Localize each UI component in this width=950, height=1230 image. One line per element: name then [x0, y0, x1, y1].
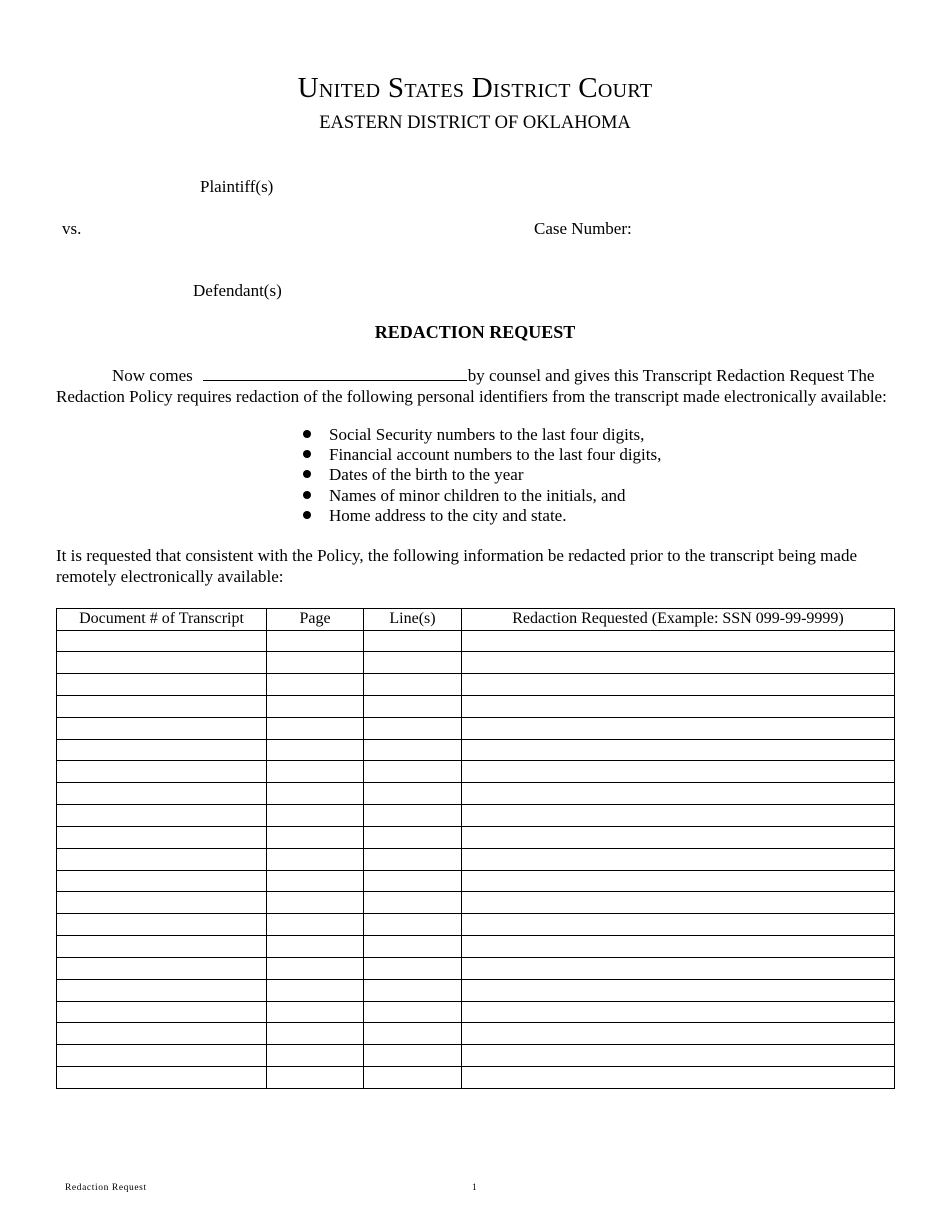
- intro-lead: Now comes: [112, 366, 193, 385]
- table-row: [57, 761, 895, 783]
- cell-page[interactable]: [267, 674, 364, 696]
- cell-lines[interactable]: [364, 1001, 462, 1023]
- cell-lines[interactable]: [364, 805, 462, 827]
- cell-document[interactable]: [57, 1001, 267, 1023]
- list-item: Financial account numbers to the last four digits,: [298, 445, 661, 465]
- cell-document[interactable]: [57, 892, 267, 914]
- cell-lines[interactable]: [364, 761, 462, 783]
- cell-redaction[interactable]: [462, 783, 895, 805]
- cell-redaction[interactable]: [462, 1067, 895, 1089]
- cell-document[interactable]: [57, 674, 267, 696]
- district-name: EASTERN DISTRICT OF OKLAHOMA: [319, 113, 631, 133]
- cell-page[interactable]: [267, 870, 364, 892]
- cell-document[interactable]: [57, 805, 267, 827]
- list-item: Home address to the city and state.: [298, 506, 661, 526]
- cell-page[interactable]: [267, 805, 364, 827]
- list-item: Dates of the birth to the year: [298, 465, 661, 485]
- vs-label: vs.: [62, 219, 82, 238]
- cell-lines[interactable]: [364, 979, 462, 1001]
- table-row: [57, 1067, 895, 1089]
- table-row: [57, 630, 895, 652]
- cell-document[interactable]: [57, 914, 267, 936]
- column-header-redaction: Redaction Requested (Example: SSN 099-99-9999): [462, 609, 895, 631]
- cell-document[interactable]: [57, 630, 267, 652]
- table-row: [57, 979, 895, 1001]
- cell-page[interactable]: [267, 1067, 364, 1089]
- cell-redaction[interactable]: [462, 957, 895, 979]
- cell-redaction[interactable]: [462, 652, 895, 674]
- redaction-table: [56, 608, 895, 1089]
- cell-redaction[interactable]: [462, 936, 895, 958]
- cell-redaction[interactable]: [462, 630, 895, 652]
- cell-lines[interactable]: [364, 652, 462, 674]
- page-number: 1: [472, 1183, 477, 1193]
- cell-document[interactable]: [57, 739, 267, 761]
- cell-lines[interactable]: [364, 826, 462, 848]
- cell-lines[interactable]: [364, 957, 462, 979]
- cell-lines[interactable]: [364, 630, 462, 652]
- cell-page[interactable]: [267, 1001, 364, 1023]
- cell-page[interactable]: [267, 761, 364, 783]
- cell-redaction[interactable]: [462, 870, 895, 892]
- cell-document[interactable]: [57, 652, 267, 674]
- table-row: [57, 957, 895, 979]
- table-row: [57, 826, 895, 848]
- cell-page[interactable]: [267, 979, 364, 1001]
- cell-redaction[interactable]: [462, 914, 895, 936]
- table-row: [57, 870, 895, 892]
- form-heading: REDACTION REQUEST: [374, 322, 576, 342]
- bullet-icon: [303, 491, 311, 499]
- cell-redaction[interactable]: [462, 805, 895, 827]
- table-row: [57, 1001, 895, 1023]
- table-row: [57, 848, 895, 870]
- cell-page[interactable]: [267, 957, 364, 979]
- party-name-field[interactable]: [203, 363, 467, 381]
- cell-lines[interactable]: [364, 739, 462, 761]
- defendant-label: Defendant(s): [193, 281, 282, 300]
- table-row: [57, 936, 895, 958]
- cell-redaction[interactable]: [462, 739, 895, 761]
- cell-redaction[interactable]: [462, 826, 895, 848]
- bullet-icon: [303, 430, 311, 438]
- column-header-document: Document # of Transcript: [57, 609, 267, 631]
- cell-page[interactable]: [267, 630, 364, 652]
- case-number-label: Case Number:: [534, 219, 632, 238]
- list-item: Names of minor children to the initials, and: [298, 486, 661, 506]
- cell-document[interactable]: [57, 1045, 267, 1067]
- bullet-icon: [303, 450, 311, 458]
- cell-redaction[interactable]: [462, 674, 895, 696]
- cell-redaction[interactable]: [462, 1001, 895, 1023]
- list-item: Social Security numbers to the last four digits,: [298, 425, 661, 445]
- plaintiff-label: Plaintiff(s): [200, 177, 274, 196]
- cell-lines[interactable]: [364, 717, 462, 739]
- cell-document[interactable]: [57, 783, 267, 805]
- cell-lines[interactable]: [364, 1023, 462, 1045]
- table-row: [57, 695, 895, 717]
- intro-paragraph: [56, 363, 896, 407]
- cell-document[interactable]: [57, 717, 267, 739]
- identifier-list: [298, 425, 661, 526]
- cell-redaction[interactable]: [462, 761, 895, 783]
- cell-lines[interactable]: [364, 848, 462, 870]
- cell-document[interactable]: [57, 1067, 267, 1089]
- table-row: [57, 892, 895, 914]
- table-header-row: [57, 609, 895, 631]
- cell-page[interactable]: [267, 1045, 364, 1067]
- table-row: [57, 805, 895, 827]
- bullet-icon: [303, 470, 311, 478]
- table-row: [57, 783, 895, 805]
- column-header-page: Page: [267, 609, 364, 631]
- table-row: [57, 1045, 895, 1067]
- cell-redaction[interactable]: [462, 695, 895, 717]
- cell-redaction[interactable]: [462, 892, 895, 914]
- cell-lines[interactable]: [364, 674, 462, 696]
- cell-lines[interactable]: [364, 695, 462, 717]
- cell-page[interactable]: [267, 739, 364, 761]
- table-row: [57, 674, 895, 696]
- table-row: [57, 1023, 895, 1045]
- cell-document[interactable]: [57, 826, 267, 848]
- cell-lines[interactable]: [364, 892, 462, 914]
- cell-document[interactable]: [57, 957, 267, 979]
- request-paragraph: It is requested that consistent with the Policy, the following information be redacted prior to the transcript being made remotely electronically available:: [56, 546, 857, 586]
- cell-redaction[interactable]: [462, 717, 895, 739]
- cell-page[interactable]: [267, 717, 364, 739]
- cell-page[interactable]: [267, 936, 364, 958]
- cell-page[interactable]: [267, 652, 364, 674]
- bullet-icon: [303, 511, 311, 519]
- table-row: [57, 739, 895, 761]
- cell-document[interactable]: [57, 695, 267, 717]
- cell-document[interactable]: [57, 979, 267, 1001]
- cell-document[interactable]: [57, 936, 267, 958]
- cell-page[interactable]: [267, 1023, 364, 1045]
- cell-page[interactable]: [267, 695, 364, 717]
- table-row: [57, 717, 895, 739]
- table-row: [57, 652, 895, 674]
- cell-page[interactable]: [267, 892, 364, 914]
- column-header-lines: Line(s): [364, 609, 462, 631]
- cell-document[interactable]: [57, 761, 267, 783]
- cell-lines[interactable]: [364, 870, 462, 892]
- intro-tail: by counsel and gives this Transcript Redaction Request The Redaction Policy requires redaction of the following personal identifiers from the transcript made electronically available:: [56, 366, 887, 406]
- cell-redaction[interactable]: [462, 979, 895, 1001]
- cell-lines[interactable]: [364, 914, 462, 936]
- cell-document[interactable]: [57, 1023, 267, 1045]
- cell-redaction[interactable]: [462, 848, 895, 870]
- cell-redaction[interactable]: [462, 1045, 895, 1067]
- cell-lines[interactable]: [364, 1067, 462, 1089]
- cell-page[interactable]: [267, 783, 364, 805]
- cell-document[interactable]: [57, 848, 267, 870]
- cell-redaction[interactable]: [462, 1023, 895, 1045]
- cell-page[interactable]: [267, 848, 364, 870]
- table-row: [57, 914, 895, 936]
- footer-label: Redaction Request: [65, 1183, 147, 1193]
- cell-document[interactable]: [57, 870, 267, 892]
- cell-lines[interactable]: [364, 936, 462, 958]
- cell-lines[interactable]: [364, 783, 462, 805]
- cell-page[interactable]: [267, 826, 364, 848]
- court-title: United States District Court: [297, 72, 653, 104]
- cell-lines[interactable]: [364, 1045, 462, 1067]
- cell-page[interactable]: [267, 914, 364, 936]
